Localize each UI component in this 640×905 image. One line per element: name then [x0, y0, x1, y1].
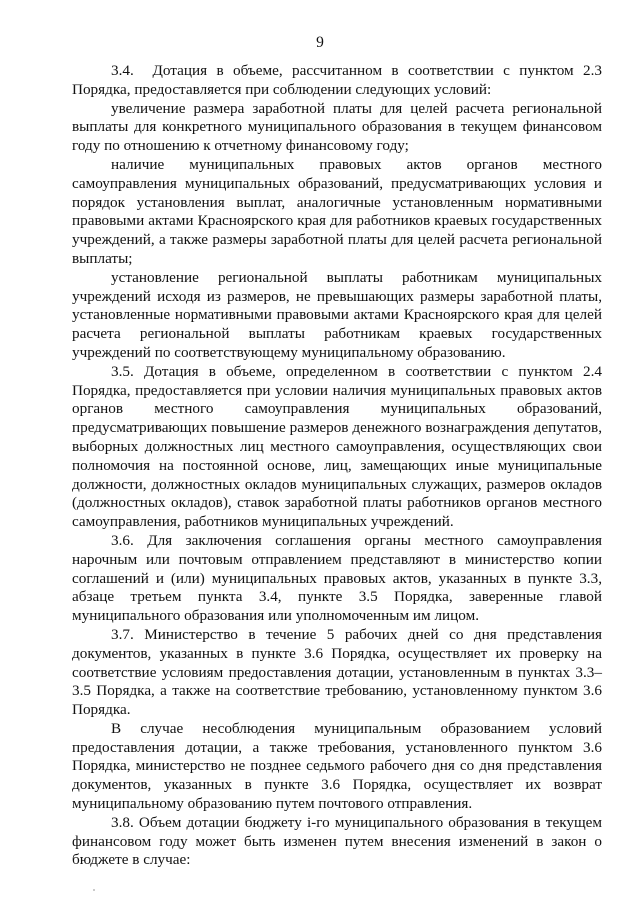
paragraph-condition-salary-increase: увеличение размера заработной платы для целей расчета региональной выплаты для конкретного муниципального образования в текущем финансовом году по отношению к отчетному финансовому году;	[72, 99, 602, 155]
paragraph-condition-regional-payment: установление региональной выплаты работникам муниципальных учреждений исходя из размеров, не превышающих размеры заработной платы, установленные нормативными правовыми актами Красноярского края для целей расчета региональной выплаты работникам краевых государственных учреждений по соответствующему муниципальному образованию.	[72, 268, 602, 361]
paragraph-condition-legal-acts: наличие муниципальных правовых актов органов местного самоуправления муниципальных образований, предусматривающих условия и порядок установления выплат, аналогичные установленным нормативными правовыми актами Красноярского края для работников краевых государственных учреждений, а также размеры заработной платы для целей расчета региональной выплаты;	[72, 155, 602, 267]
paragraph-3-8: 3.8. Объем дотации бюджету i-го муниципального образования в текущем финансовом году может быть изменен путем внесения изменений в закон о бюджете в случае:	[72, 813, 602, 869]
scan-artifact	[93, 889, 95, 891]
paragraph-3-6: 3.6. Для заключения соглашения органы местного самоуправления нарочным или почтовым отправлением представляют в министерство копии соглашений и (или) муниципальных правовых актов, указанных в пункте 3.3, абзаце третьем пункта 3.4, пункте 3.5 Порядка, заверенные главой муниципального образования или уполномоченным им лицом.	[72, 531, 602, 625]
paragraph-3-5: 3.5. Дотация в объеме, определенном в соответствии с пунктом 2.4 Порядка, предоставляется при условии наличия муниципальных правовых актов органов местного самоуправления муниципальных образований, предусматривающих повышение размеров денежного вознаграждения депутатов, выборных должностных лиц местного самоуправления, осуществляющих свои полномочия на постоянной основе, лиц, замещающих иные муниципальные должности, должностных окладов муниципальных служащих, размеров окладов (должностных окладов), ставок заработной платы работников органов местного самоуправления, работников муниципальных учреждений.	[72, 362, 602, 531]
paragraph-3-4: 3.4. Дотация в объеме, рассчитанном в соответствии с пунктом 2.3 Порядка, предоставляется при соблюдении следующих условий:	[72, 62, 602, 98]
document-body	[72, 62, 602, 870]
paragraph-3-7: 3.7. Министерство в течение 5 рабочих дней со дня представления документов, указанных в пункте 3.6 Порядка, осуществляет их проверку на соответствие условиям предоставления дотации, установленным в пунктах 3.3–3.5 Порядка, а также на соответствие требованию, установленному пунктом 3.6 Порядка.	[72, 625, 602, 719]
page-number: 9	[316, 34, 324, 51]
paragraph-non-compliance: В случае несоблюдения муниципальным образованием условий предоставления дотации, а также требования, установленного пунктом 3.6 Порядка, министерство не позднее седьмого рабочего дня со дня представления документов, указанных в пункте 3.6 Порядка, осуществляет их возврат муниципальному образованию путем почтового отправления.	[72, 719, 602, 813]
